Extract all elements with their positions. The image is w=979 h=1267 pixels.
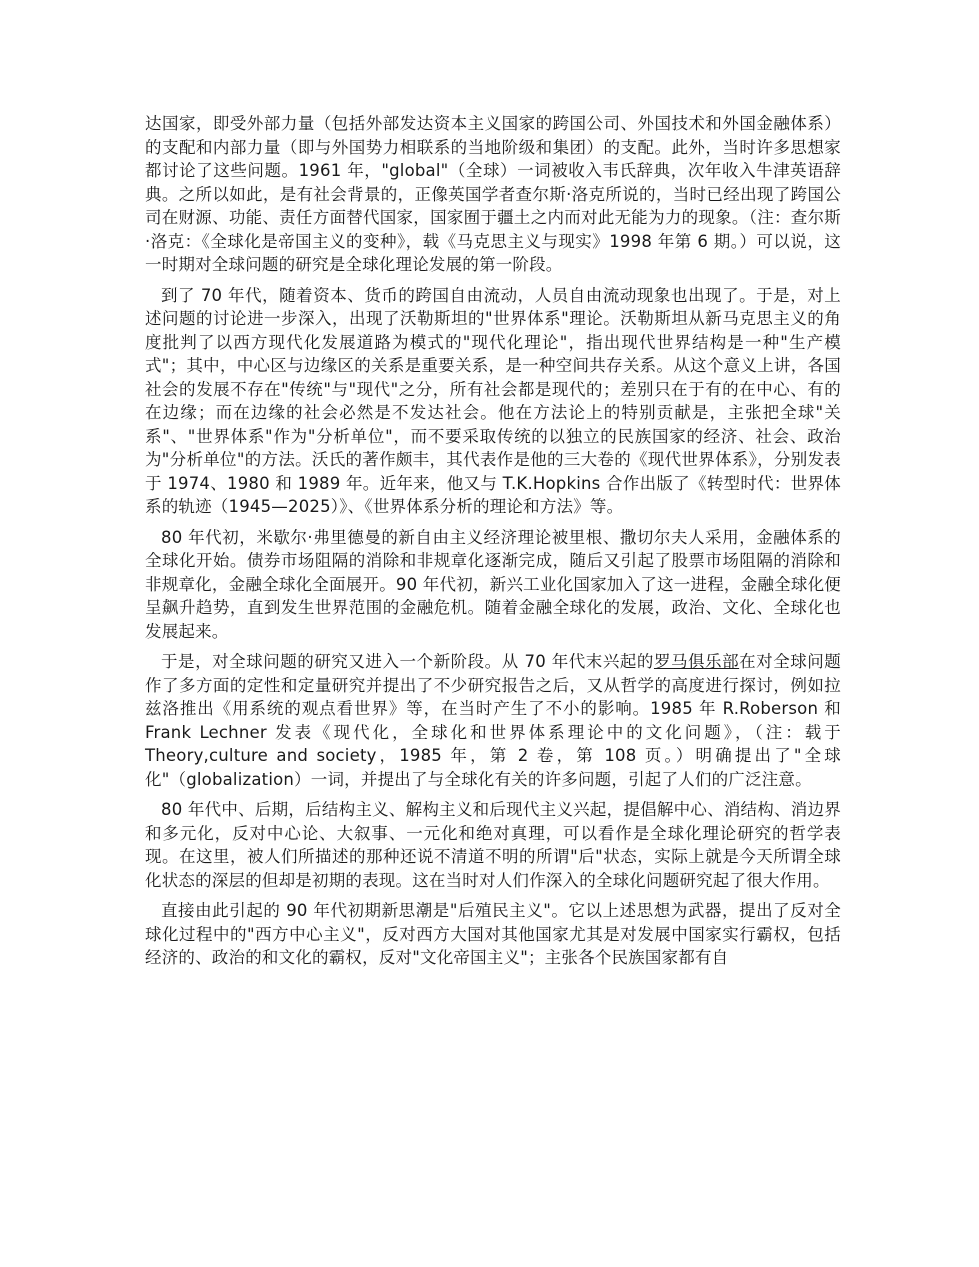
document-page: [145, 112, 841, 977]
club-of-rome-link[interactable]: 罗马俱乐部: [653, 652, 740, 671]
paragraph-3: 80 年代初，米歇尔·弗里德曼的新自由主义经济理论被里根、撒切尔夫人采用，金融体系的全球化开始。债券市场阻隔的消除和非规章化逐渐完成，随后又引起了股票市场阻隔的消除和非规章化，金融全球化全面展开。90 年代初，新兴工业化国家加入了这一进程，金融全球化便呈飙升趋势，直到发生世界范围的金融危机。随着金融全球化的发展，政治、文化、全球化也发展起来。: [145, 527, 841, 641]
paragraph-6: 直接由此引起的 90 年代初期新思潮是"后殖民主义"。它以上述思想为武器，提出了反对全球化过程中的"西方中心主义"，反对西方大国对其他国家尤其是对发展中国家实行霸权，包括经济的、政治的和文化的霸权，反对"文化帝国主义"；主张各个民族国家都有自: [145, 901, 841, 967]
paragraph-2: 到了 70 年代，随着资本、货币的跨国自由流动，人员自由流动现象也出现了。于是，对上述问题的讨论进一步深入，出现了沃勒斯坦的"世界体系"理论。沃勒斯坦从新马克思主义的角度批判了以西方现代化发展道路为模式的"现代化理论"，指出现代世界结构是一种"生产模式"；其中，中心区与边缘区的关系是重要关系，是一种空间共存关系。从这个意义上讲，各国社会的发展不存在"传统"与"现代"之分，所有社会都是现代的；差别只在于有的在中心、有的在边缘；而在边缘的社会必然是不发达社会。他在方法论上的特别贡献是，主张把全球"关系"、"世界体系"作为"分析单位"，而不要采取传统的以独立的民族国家的经济、社会、政治为"分析单位"的方法。沃氏的著作颇丰，其代表作是他的三大卷的《现代世界体系》，分别发表于 1974、1980 和 1989 年。近年来，他又与 T.K.Hopkins 合作出版了《转型时代：世界体系的轨迹（1945—2025）》、《世界体系分析的理论和方法》等。: [145, 285, 841, 516]
paragraph-5: 80 年代中、后期，后结构主义、解构主义和后现代主义兴起，提倡解中心、消结构、消边界和多元化，反对中心论、大叙事、一元化和绝对真理，可以看作是全球化理论研究的哲学表现。在这里，被人们所描述的那种还说不清道不明的所谓"后"状态，实际上就是今天所谓全球化状态的深层的但却是初期的表现。这在当时对人们作深入的全球化问题研究起了很大作用。: [145, 800, 841, 890]
paragraph-4-text-before: 于是，对全球问题的研究又进入一个新阶段。从 70 年代末兴起的: [161, 652, 654, 671]
paragraph-4-text-after: 在对全球问题作了多方面的定性和定量研究并提出了不少研究报告之后，又从哲学的高度进行探讨，例如拉兹洛推出《用系统的观点看世界》等，在当时产生了不小的影响。1985 年 R.Roberson 和 Frank Lechner 发表《现代化，全球化和世界体系理论中的文化问题》，（注：载于 Theory,culture and society，1985 年，第 2 卷，第 108 页。）明确提出了"全球化"（globalization）一词，并提出了与全球化有关的许多问题，引起了人们的广泛注意。: [145, 652, 842, 789]
paragraph-1: 达国家，即受外部力量（包括外部发达资本主义国家的跨国公司、外国技术和外国金融体系）的支配和内部力量（即与外国势力相联系的当地阶级和集团）的支配。此外，当时许多思想家都讨论了这些问题。1961 年，"global"（全球）一词被收入韦氏辞典，次年收入牛津英语辞典。之所以如此，是有社会背景的，正像英国学者查尔斯·洛克所说的，当时已经出现了跨国公司在财源、功能、责任方面替代国家，国家囿于疆土之内而对此无能为力的现象。（注：查尔斯·洛克：《全球化是帝国主义的变种》，载《马克思主义与现实》1998 年第 6 期。）可以说，这一时期对全球问题的研究是全球化理论发展的第一阶段。: [145, 114, 841, 274]
paragraph-4: [145, 650, 841, 791]
